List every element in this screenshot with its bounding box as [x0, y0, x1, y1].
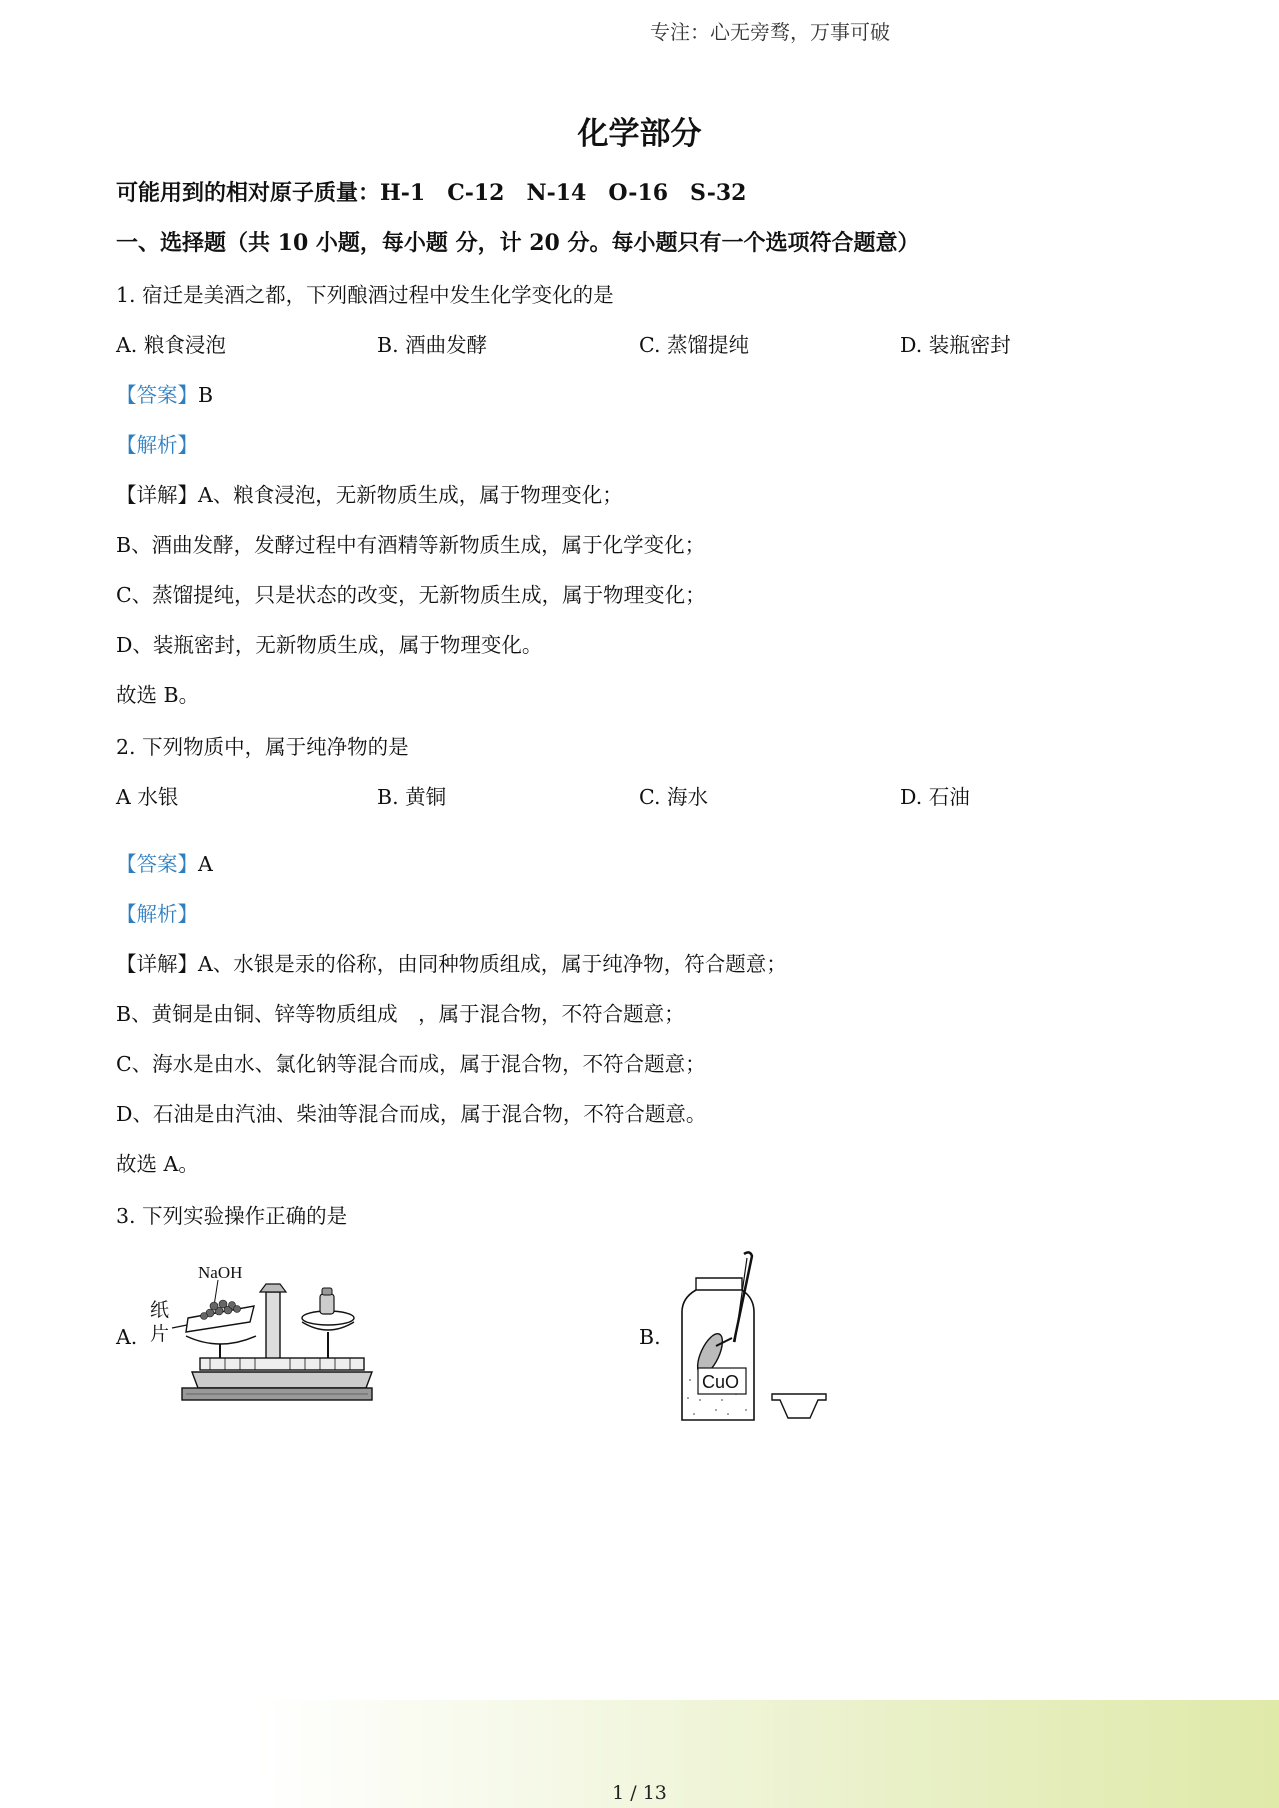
q2-option-a: A 水银	[116, 785, 179, 809]
paper-label-2: 片	[150, 1323, 170, 1345]
balance-figure	[150, 1258, 380, 1410]
q3-option-a-label: A.	[116, 1325, 138, 1349]
cuo-label: CuO	[702, 1372, 740, 1392]
q1-option-b: B. 酒曲发酵	[377, 333, 488, 357]
detail-label: 【详解】	[116, 483, 198, 507]
q1-conclusion: 故选 B。	[116, 683, 200, 707]
q2-detail-line: C、海水是由水、氯化钠等混合而成，属于混合物，不符合题意；	[116, 1052, 706, 1076]
q1-detail-line: D、装瓶密封，无新物质生成，属于物理变化。	[116, 633, 543, 657]
atomic-masses: 可能用到的相对原子质量：H-1 C-12 N-14 O-16 S-32	[116, 180, 747, 206]
answer-label: 【答案】	[116, 383, 198, 407]
q2-option-b: B. 黄铜	[377, 785, 447, 809]
q1-answer	[116, 378, 213, 408]
section-heading: 一、选择题（共 10 小题，每小题 分，计 20 分。每小题只有一个选项符合题意）	[116, 230, 920, 256]
q1-stem: 1. 宿迁是美酒之都，下列酿酒过程中发生化学变化的是	[116, 283, 614, 307]
q2-detail-line: B、黄铜是由铜、锌等物质组成 ，属于混合物，不符合题意；	[116, 1002, 685, 1026]
q2-detail-line: D、石油是由汽油、柴油等混合而成，属于混合物，不符合题意。	[116, 1102, 707, 1126]
paper-label-1: 纸	[150, 1299, 170, 1321]
q2-conclusion: 故选 A。	[116, 1152, 199, 1176]
header-motto: 专注：心无旁骛，万事可破	[650, 20, 890, 44]
answer-value: B	[198, 383, 214, 407]
page-title: 化学部分	[577, 116, 702, 152]
q1-option-a: A. 粮食浸泡	[116, 333, 226, 357]
q2-analysis-label: 【解析】	[116, 902, 198, 926]
q1-analysis-label: 【解析】	[116, 433, 198, 457]
q1-detail-line	[116, 478, 623, 508]
reagent-bottle-figure	[676, 1250, 832, 1425]
detail-text: A、粮食浸泡，无新物质生成，属于物理变化；	[198, 483, 623, 507]
detail-text: A、水银是汞的俗称，由同种物质组成，属于纯净物，符合题意；	[198, 952, 787, 976]
page-number: 1 / 13	[612, 1782, 667, 1804]
naoh-label: NaOH	[198, 1263, 243, 1282]
answer-value: A	[198, 852, 213, 876]
q2-option-c: C. 海水	[639, 785, 708, 809]
q1-option-d: D. 装瓶密封	[900, 333, 1011, 357]
q2-option-d: D. 石油	[900, 785, 970, 809]
answer-label: 【答案】	[116, 852, 198, 876]
q2-answer	[116, 847, 213, 877]
q1-option-c: C. 蒸馏提纯	[639, 333, 749, 357]
q2-detail-line	[116, 947, 787, 977]
q1-detail-line: B、酒曲发酵，发酵过程中有酒精等新物质生成，属于化学变化；	[116, 533, 706, 557]
q2-stem: 2. 下列物质中，属于纯净物的是	[116, 735, 409, 759]
q3-stem: 3. 下列实验操作正确的是	[116, 1204, 348, 1228]
q1-detail-line: C、蒸馏提纯，只是状态的改变，无新物质生成，属于物理变化；	[116, 583, 706, 607]
detail-label: 【详解】	[116, 952, 198, 976]
q3-option-b-label: B.	[639, 1325, 661, 1349]
